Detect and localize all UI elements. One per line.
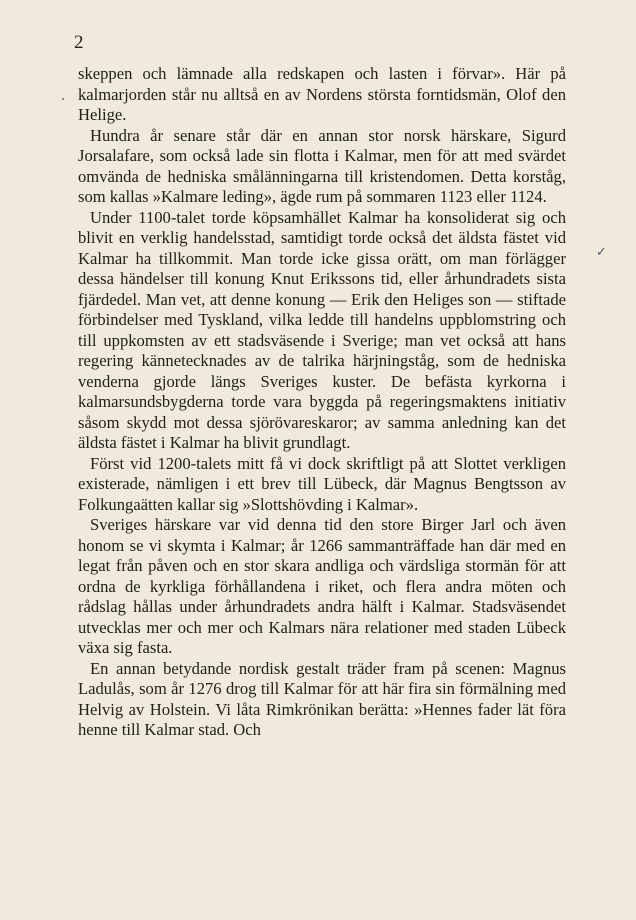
paragraph-2: Hundra år senare står där en annan stor norsk härskare, Sigurd Jorsalafare, som också lade sin flotta i Kalmar, men för att med svärdet omvända de hedniska smålänningarna till kristendomen. Detta korståg, som kallas »Kalmare leding», ägde rum på sommaren 1123 eller 1124. <box>78 125 566 206</box>
paragraph-5: Sveriges härskare var vid denna tid den store Birger Jarl och även honom se vi skymta i Kalmar; år 1266 sammanträffade han där med en legat från påven och en stor skara andliga och värdsliga stormän för att ordna de kyrkliga förhållandena i riket, och flera andra möten och rådslag hållas under århundradets andra hälft i Kalmar. Stadsväsendet utvecklas mer och mer och Kalmars nära relationer med staden Lübeck växa sig fasta. <box>78 515 566 657</box>
print-speck <box>62 98 64 100</box>
paragraph-3: Under 1100-talet torde köpsamhället Kalmar ha konsoliderat sig och blivit en verklig handelsstad, samtidigt torde också det äldsta fästet vid Kalmar ha tillkommit. Man torde icke gissa orätt, om man förlägger dessa händelser till konung Knut Erikssons tid, eller århundradets sista fjärdedel. Man vet, att denne konung — Erik den Heliges son — stiftade förbindelser med Tyskland, vilka ledde till handelns uppblomstring och till uppkomsten av ett stadsväsende i Sverige; man vet också att hans regering kännetecknades av de talrika härjningståg, som de hedniska venderna gjorde längs Sveriges kuster. De befästa kyrkorna i kalmarsundsbygderna torde vara byggda på regeringsmaktens initiativ såsom skydd mot dessa sjörövareskaror; av samma anledning kan det äldsta fästet i Kalmar ha blivit grundlagt. <box>78 207 566 452</box>
paragraph-1: skeppen och lämnade alla redskapen och lasten i förvar». Här på kalmarjorden står nu alltså en av Nordens största forntidsmän, Olof den Helige. <box>78 64 566 124</box>
body-text <box>78 64 566 741</box>
margin-check-mark: ✓ <box>596 244 607 259</box>
paragraph-4: Först vid 1200-talets mitt få vi dock skriftligt på att Slottet verkligen existerade, nämligen i ett brev till Lübeck, där Magnus Bengtsson av Folkungaätten kallar sig »Slottshövding i Kalmar». <box>78 453 566 514</box>
paragraph-6: En annan betydande nordisk gestalt träder fram på scenen: Magnus Ladulås, som år 1276 drog till Kalmar för att här fira sin förmälning med Helvig av Holstein. Vi låta Rimkrönikan berätta: »Hennes fader lät föra henne till Kalmar stad. Och <box>78 658 566 739</box>
page-number: 2 <box>74 32 84 53</box>
